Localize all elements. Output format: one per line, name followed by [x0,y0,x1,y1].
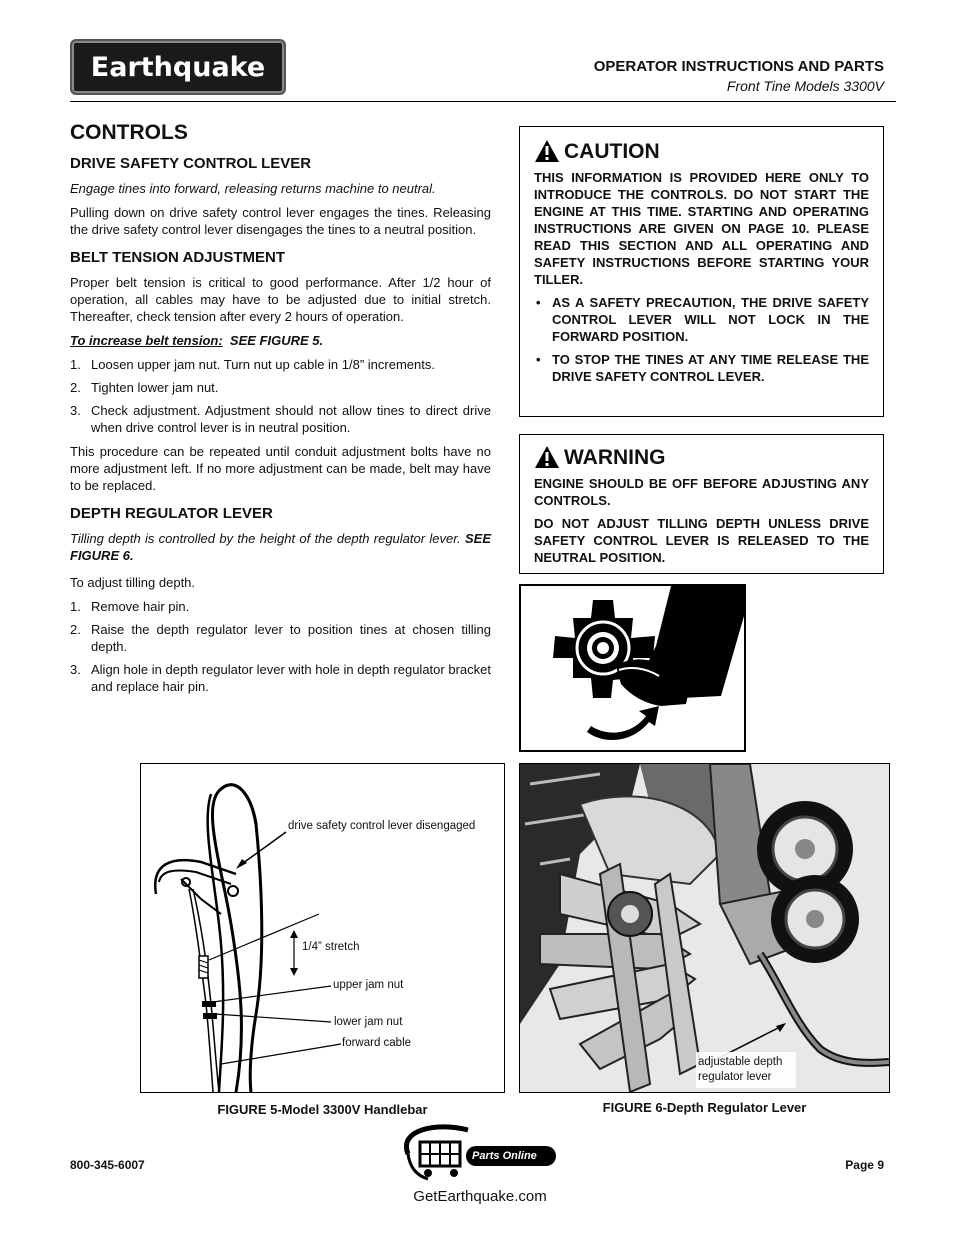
parts-online-text: Parts Online [472,1150,537,1162]
belt-steps [70,356,491,436]
logo-text: Earthquake [90,51,266,83]
drive-body: Pulling down on drive safety control lever engages the tines. Releasing the drive safety control lever disengages the tines to a neutral position. [70,205,491,237]
warning-title: WARNING [564,445,666,469]
controls-section [70,120,491,702]
step-number: 3. [70,403,81,418]
figure-6-depth-regulator [519,763,890,1093]
depth-intro-ref: SEE FIGURE 6. [70,531,491,563]
label-disengaged: drive safety control lever disengaged [288,820,476,832]
list-item [70,379,491,396]
lever-hand-illustration [519,584,746,752]
figure-5-handlebar [140,763,505,1093]
hand-pull-lever-icon [521,586,744,750]
phone-number: 800-345-6007 [70,1158,145,1172]
caution-box [519,126,884,417]
document-subtitle: Front Tine Models 3300V [726,78,884,94]
warning-p2: DO NOT ADJUST TILLING DEPTH UNLESS DRIVE SAFETY CONTROL LEVER IS RELEASED TO THE NEUTRAL POSITION. [534,516,869,565]
figure-6-caption: FIGURE 6-Depth Regulator Lever [602,1100,807,1115]
drive-intro: Engage tines into forward, releasing returns machine to neutral. [70,181,436,196]
belt-subhead [70,332,491,349]
depth-lead: To adjust tilling depth. [70,575,196,590]
handlebar-drawing [141,764,504,1092]
header-divider [70,101,896,102]
belt-after: This procedure can be repeated until conduit adjustment bolts have no more adjustment left. If no more adjustment can be made, belt may have to be replaced. [70,444,491,493]
warning-p1: ENGINE SHOULD BE OFF BEFORE ADJUSTING ANY CONTROLS. [534,476,869,508]
list-item [70,356,491,373]
caution-bullets [534,294,869,385]
figure-5-caption: FIGURE 5-Model 3300V Handlebar [217,1102,428,1117]
label-depth-lever-line1: adjustable depth [698,1056,783,1068]
depth-steps [70,598,491,695]
step-number: 1. [70,599,81,614]
step-number: 1. [70,357,81,372]
bullet-text: AS A SAFETY PRECAUTION, THE DRIVE SAFETY CONTROL LEVER WILL NOT LOCK IN THE FORWARD POSITION. [552,295,869,344]
depth-heading: DEPTH REGULATOR LEVER [70,505,273,522]
brand-logo [70,39,286,95]
page-number: Page 9 [845,1158,884,1172]
list-item [534,351,869,385]
warning-triangle-icon [534,139,560,163]
document-title: OPERATOR INSTRUCTIONS AND PARTS [593,58,884,75]
step-text: Remove hair pin. [91,599,190,614]
parts-online-badge[interactable] [398,1124,558,1182]
caution-body: THIS INFORMATION IS PROVIDED HERE ONLY TO INTRODUCE THE CONTROLS. DO NOT START THE ENGINE AT THIS TIME. STARTING AND OPERATING INSTRUCTIONS ARE GIVEN ON PAGE 10. PLEASE READ THIS SECTION AND ALL OPERATING AND SAFETY INSTRUCTIONS BEFORE STARTING YOUR TILLER. [534,170,869,287]
caution-header [534,139,869,163]
list-item [70,621,491,655]
section-title: CONTROLS [70,121,188,144]
list-item [70,402,491,436]
belt-subhead-link: To increase belt tension: [70,333,223,348]
step-number: 2. [70,380,81,395]
bullet-text: TO STOP THE TINES AT ANY TIME RELEASE THE DRIVE SAFETY CONTROL LEVER. [552,352,869,384]
website-link[interactable]: GetEarthquake.com [413,1188,547,1205]
step-number: 2. [70,622,81,637]
drive-heading: DRIVE SAFETY CONTROL LEVER [70,155,312,172]
label-lower-jam-nut: lower jam nut [334,1016,403,1028]
depth-intro-text: Tilling depth is controlled by the height of the depth regulator lever. [70,531,461,546]
step-text: Tighten lower jam nut. [91,380,219,395]
label-depth-lever-line2: regulator lever [698,1071,772,1083]
belt-subhead-ref: SEE FIGURE 5. [229,333,324,348]
step-text: Align hole in depth regulator lever with hole in depth regulator bracket and replace hair pin. [91,662,491,694]
label-upper-jam-nut: upper jam nut [333,979,404,991]
caution-title: CAUTION [564,139,660,163]
tiller-photo [520,764,889,1092]
step-text: Loosen upper jam nut. Turn nut up cable in 1/8” increments. [91,357,435,372]
step-text: Raise the depth regulator lever to position tines at chosen tilling depth. [91,622,491,654]
list-item [70,598,491,615]
label-forward-cable: forward cable [342,1037,412,1049]
warning-box [519,434,884,574]
bullet: • [536,295,541,310]
label-stretch: 1/4” stretch [302,941,360,953]
belt-body: Proper belt tension is critical to good performance. After 1/2 hour of operation, all cables may have to be adjusted due to initial stretch. Thereafter, check tension after every 2 hours of operation. [70,275,491,324]
step-number: 3. [70,662,81,677]
list-item [70,661,491,695]
list-item [534,294,869,345]
depth-intro [70,530,491,564]
warning-header [534,445,869,469]
step-text: Check adjustment. Adjustment should not allow tines to direct drive when drive control lever is in neutral position. [91,403,491,435]
belt-heading: BELT TENSION ADJUSTMENT [70,249,286,266]
warning-triangle-icon [534,445,560,469]
bullet: • [536,352,541,367]
